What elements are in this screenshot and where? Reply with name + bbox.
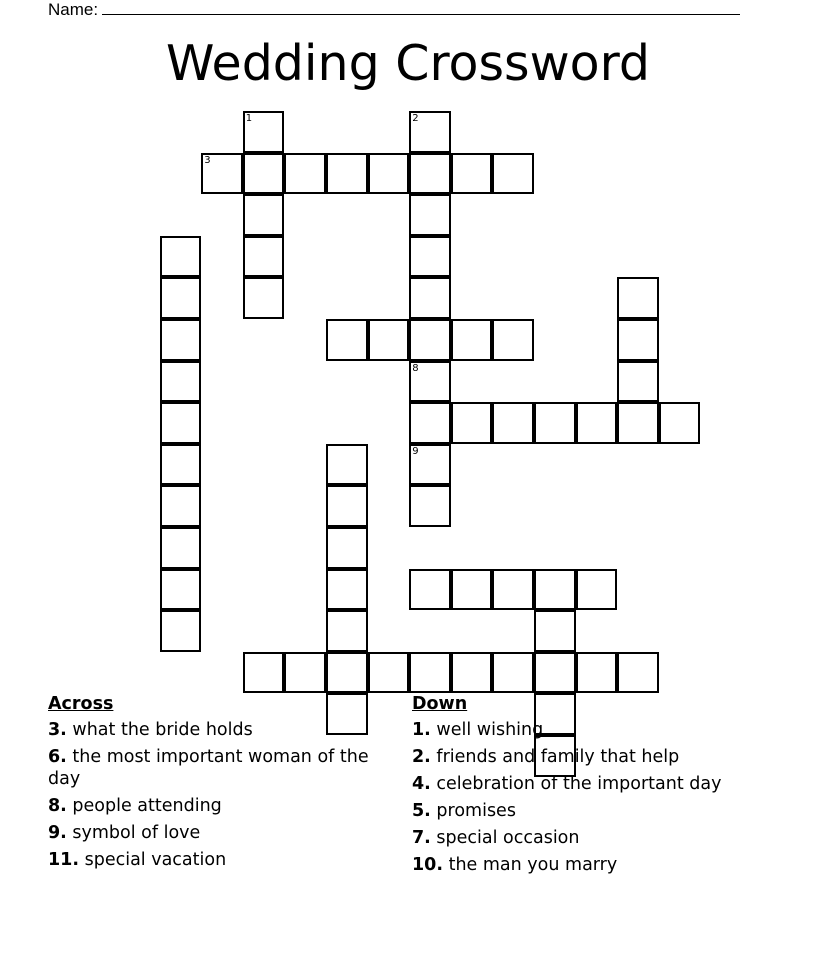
grid-cell[interactable] bbox=[160, 361, 202, 403]
clue-num: 6. bbox=[48, 747, 67, 767]
grid-cell[interactable] bbox=[243, 652, 285, 694]
clue-num: 10. bbox=[412, 855, 444, 875]
clue-number: 3 bbox=[204, 154, 211, 166]
grid-cell[interactable] bbox=[409, 319, 451, 361]
across-clue bbox=[48, 795, 393, 817]
grid-cell[interactable] bbox=[160, 527, 202, 569]
down-clue-list bbox=[412, 719, 792, 876]
clue-text: friends and family that help bbox=[436, 747, 680, 767]
grid-cell[interactable] bbox=[409, 569, 451, 611]
grid-cell[interactable] bbox=[451, 652, 493, 694]
grid-cell[interactable] bbox=[409, 485, 451, 527]
grid-cell[interactable] bbox=[326, 319, 368, 361]
name-blank[interactable] bbox=[102, 0, 740, 15]
clue-num: 1. bbox=[412, 720, 431, 740]
grid-cell[interactable] bbox=[326, 569, 368, 611]
grid-cell[interactable] bbox=[451, 319, 493, 361]
clue-num: 5. bbox=[412, 801, 431, 821]
grid-cell[interactable] bbox=[492, 652, 534, 694]
grid-cell[interactable] bbox=[451, 569, 493, 611]
grid-cell[interactable] bbox=[160, 569, 202, 611]
clue-num: 9. bbox=[48, 823, 67, 843]
grid-cell[interactable] bbox=[326, 652, 368, 694]
clue-text: special vacation bbox=[84, 850, 227, 870]
clue-num: 4. bbox=[412, 774, 431, 794]
grid-cell[interactable] bbox=[160, 236, 202, 278]
grid-cell[interactable] bbox=[409, 402, 451, 444]
grid-cell[interactable] bbox=[160, 485, 202, 527]
grid-cell[interactable] bbox=[243, 153, 285, 195]
grid-cell[interactable] bbox=[617, 319, 659, 361]
name-label: Name: bbox=[48, 0, 99, 19]
across-clue bbox=[48, 746, 393, 790]
grid-cell[interactable] bbox=[243, 194, 285, 236]
grid-cell[interactable] bbox=[284, 153, 326, 195]
grid-cell[interactable] bbox=[284, 652, 326, 694]
grid-cell[interactable] bbox=[492, 153, 534, 195]
clue-number: 1 bbox=[245, 113, 253, 124]
clue-text: the man you marry bbox=[448, 855, 618, 875]
grid-cell[interactable] bbox=[326, 444, 368, 486]
clue-num: 3. bbox=[48, 720, 67, 740]
grid-cell[interactable] bbox=[326, 527, 368, 569]
across-clue bbox=[48, 822, 393, 844]
grid-cell[interactable] bbox=[534, 569, 576, 611]
grid-cell[interactable] bbox=[160, 277, 202, 319]
grid-cell[interactable] bbox=[409, 444, 451, 486]
grid-cell[interactable] bbox=[451, 402, 493, 444]
grid-cell[interactable] bbox=[617, 361, 659, 403]
down-clues bbox=[412, 693, 792, 881]
clue-num: 11. bbox=[48, 850, 80, 870]
grid-cell[interactable] bbox=[326, 610, 368, 652]
grid-cell[interactable] bbox=[409, 153, 451, 195]
grid-cell[interactable] bbox=[617, 277, 659, 319]
grid-cell[interactable] bbox=[243, 277, 285, 319]
clue-num: 2. bbox=[412, 747, 431, 767]
clue-text: well wishing bbox=[436, 720, 544, 740]
across-heading: Across bbox=[48, 694, 114, 714]
grid-cell[interactable] bbox=[576, 569, 618, 611]
grid-cell[interactable] bbox=[409, 361, 451, 403]
grid-cell[interactable] bbox=[576, 402, 618, 444]
down-heading: Down bbox=[412, 694, 468, 714]
grid-cell[interactable] bbox=[201, 153, 243, 195]
grid-cell[interactable] bbox=[160, 402, 202, 444]
grid-cell[interactable] bbox=[160, 610, 202, 652]
down-clue bbox=[412, 827, 792, 849]
grid-cell[interactable] bbox=[617, 402, 659, 444]
down-clue bbox=[412, 800, 792, 822]
clue-text: promises bbox=[436, 801, 516, 821]
down-clue bbox=[412, 719, 792, 741]
clue-text: people attending bbox=[72, 796, 222, 816]
across-clue-list bbox=[48, 719, 393, 871]
clue-num: 8. bbox=[48, 796, 67, 816]
down-clue bbox=[412, 746, 792, 768]
grid-cell[interactable] bbox=[534, 610, 576, 652]
across-clues bbox=[48, 693, 393, 876]
grid-cell[interactable] bbox=[160, 444, 202, 486]
grid-cell[interactable] bbox=[160, 319, 202, 361]
grid-cell[interactable] bbox=[243, 236, 285, 278]
grid-cell[interactable] bbox=[368, 319, 410, 361]
clue-num: 7. bbox=[412, 828, 431, 848]
grid-cell[interactable] bbox=[368, 153, 410, 195]
grid-cell[interactable] bbox=[659, 402, 701, 444]
grid-cell[interactable] bbox=[534, 652, 576, 694]
across-clue bbox=[48, 849, 393, 871]
grid-cell[interactable] bbox=[368, 652, 410, 694]
grid-cell[interactable] bbox=[409, 652, 451, 694]
grid-cell[interactable] bbox=[409, 277, 451, 319]
grid-cell[interactable] bbox=[492, 319, 534, 361]
grid-cell[interactable] bbox=[534, 402, 576, 444]
clue-text: what the bride holds bbox=[72, 720, 253, 740]
clue-number: 9 bbox=[412, 445, 419, 457]
clue-text: symbol of love bbox=[72, 823, 201, 843]
grid-cell[interactable] bbox=[409, 194, 451, 236]
down-clue bbox=[412, 773, 792, 795]
grid-cell[interactable] bbox=[409, 111, 451, 153]
clue-number: 8 bbox=[412, 362, 419, 374]
across-clue bbox=[48, 719, 393, 741]
grid-cell[interactable] bbox=[492, 569, 534, 611]
clue-text: celebration of the important day bbox=[436, 774, 722, 794]
clue-number: 2 bbox=[412, 113, 419, 124]
grid-cell[interactable] bbox=[617, 652, 659, 694]
grid-cell[interactable] bbox=[326, 153, 368, 195]
grid-cell[interactable] bbox=[576, 652, 618, 694]
name-line bbox=[48, 0, 748, 19]
clue-text: special occasion bbox=[436, 828, 580, 848]
clue-text: the most important woman of the day bbox=[48, 747, 369, 789]
grid-cell[interactable] bbox=[326, 485, 368, 527]
grid-cell[interactable] bbox=[492, 402, 534, 444]
page-title: Wedding Crossword bbox=[165, 35, 651, 92]
down-clue bbox=[412, 854, 792, 876]
grid-cell[interactable] bbox=[451, 153, 493, 195]
grid-cell[interactable] bbox=[409, 236, 451, 278]
grid-cell[interactable] bbox=[243, 111, 285, 153]
